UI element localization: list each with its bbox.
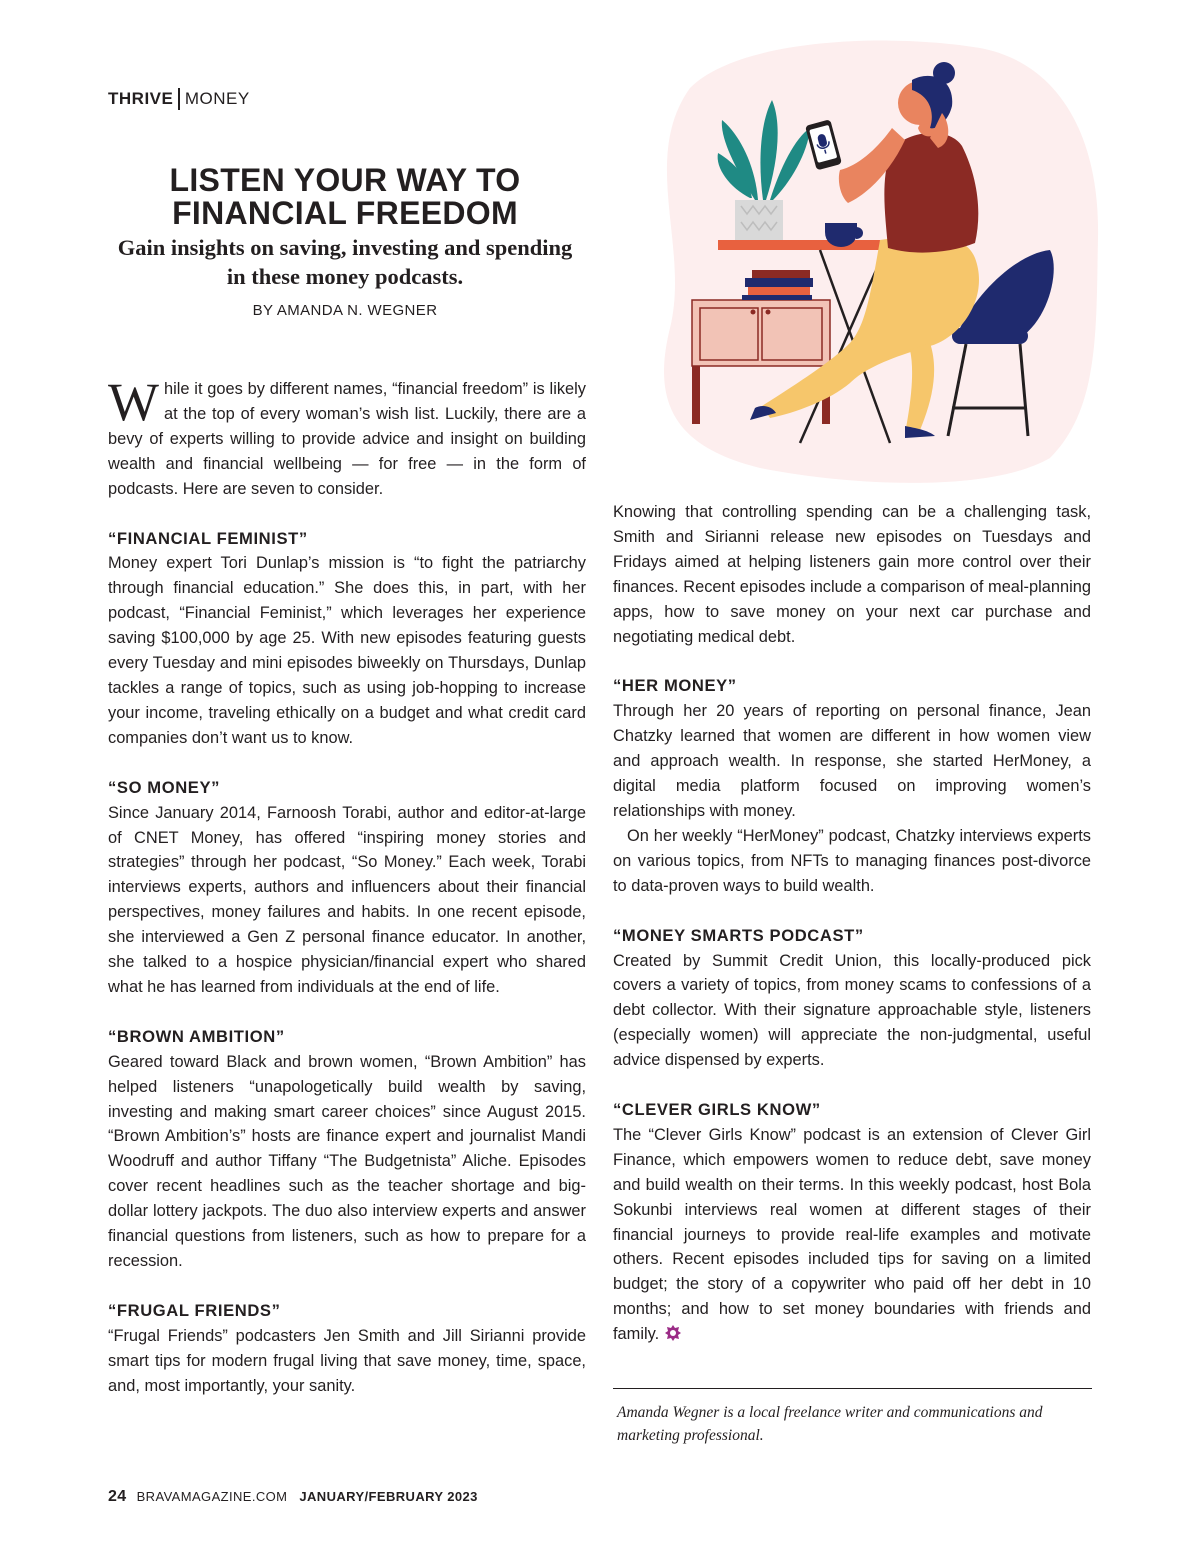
clever-girls-know-text: The “Clever Girls Know” podcast is an extension of Clever Girl Finance, which empowers women to reduce debt, save money and build wealth on their terms. In this weekly podcast, host Bola Sokunbi interviews real women at different stages of their financial journeys to provide real-life examples and motivate others. Recent episodes included tips for saving on a limited budget; the story of a copywriter who paid off her debt in 10 months; and how to set money boundaries with friends and family.	[613, 1125, 1091, 1344]
subsection-name: MONEY	[184, 89, 250, 108]
heading-frugal-friends: “FRUGAL FRIENDS”	[108, 1300, 281, 1320]
headline: LISTEN YOUR WAY TO FINANCIAL FREEDOM	[169, 162, 521, 231]
heading-financial-feminist: “FINANCIAL FEMINIST”	[108, 528, 308, 548]
page-number: 24	[108, 1488, 127, 1505]
intro-text: hile it goes by different names, “financial freedom” is likely at the top of every woman’s wish list. Luckily, there are a bevy of experts willing to provide advice and insight on building wealth and financial wellbeing — for free — in the form of podcasts. Here are seven to consider.	[108, 380, 586, 498]
section-divider	[178, 88, 180, 110]
heading-brown-ambition: “BROWN AMBITION”	[108, 1026, 285, 1046]
left-column	[108, 372, 586, 1399]
byline: BY AMANDA N. WEGNER	[252, 302, 438, 319]
book-stack	[742, 270, 813, 300]
so-money-text: Since January 2014, Farnoosh Torabi, author and editor-at-large of CNET Money, has offered “inspiring money stories and strategies” through her podcast, “So Money.” Each week, Torabi interviews experts, authors and influencers about their financial perspectives, money failures and habits. In one recent episode, she interviewed a Gen Z personal finance educator. In another, she talked to a hospice physician/financial expert who shared what he has learned from individuals at the end of life.	[108, 803, 586, 996]
dek: Gain insights on saving, investing and spending in these money podcasts.	[117, 235, 573, 289]
brown-ambition-text: Geared toward Black and brown women, “Brown Ambition” has helped listeners “unapologetically build wealth by saving, investing and making smart career choices” since August 2015. “Brown Ambition’s” hosts are finance expert and journalist Mandi Woodruff and author Tiffany “The Budgetnista” Aliche. Episodes cover recent headlines such as the teacher shortage and big-dollar lottery jackpots. The duo also interview experts and answer financial questions from listeners, such as how to prepare for a recession.	[108, 1052, 586, 1270]
financial-feminist-text: Money expert Tori Dunlap’s mission is “to fight the patriarchy through financial education.” She does this, in part, with her podcast, “Financial Feminist,” which leverages her experience saving $100,000 by age 25. With new episodes featuring guests every Tuesday and mini episodes biweekly on Thursdays, Dunlap tackles a range of topics, such as using job-hopping to increase your income, traveling ethically on a budget and what credit card companies don’t want us to know.	[108, 554, 586, 747]
heading-money-smarts: “MONEY SMARTS PODCAST”	[613, 925, 864, 945]
frugal-friends-text: “Frugal Friends” podcasters Jen Smith and Jill Sirianni provide smart tips for modern frugal living that save money, time, space, and, most importantly, your sanity.	[108, 1326, 586, 1395]
her-money-text-2: On her weekly “HerMoney” podcast, Chatzky interviews experts on various topics, from NFTs to managing finances post-divorce to data-proven ways to build wealth.	[613, 826, 1091, 895]
her-money-text-1: Through her 20 years of reporting on personal finance, Jean Chatzky learned that women are different in how women view and approach wealth. In response, she started HerMoney, a digital media platform focused on improving women’s relationships with money.	[613, 702, 1091, 820]
right-column	[613, 500, 1091, 1347]
author-bio: Amanda Wegner is a local freelance writer and communications and marketing professional.	[617, 1404, 1043, 1444]
clever-girls-know-paragraph	[613, 1123, 1091, 1347]
intro-paragraph	[108, 372, 586, 502]
frugal-friends-continued: Knowing that controlling spending can be a challenging task, Smith and Sirianni release new episodes on Tuesdays and Fridays aimed at helping listeners gain more control over their finances. Recent episodes include a comparison of meal-planning apps, how to save money on your next car purchase and negotiating medical debt.	[613, 503, 1091, 646]
drop-cap: W	[108, 372, 159, 432]
end-mark-icon	[665, 1325, 681, 1341]
heading-so-money: “SO MONEY”	[108, 777, 221, 797]
heading-clever-girls-know: “CLEVER GIRLS KNOW”	[613, 1100, 821, 1120]
section-label	[108, 88, 250, 110]
bio-divider	[613, 1388, 1092, 1389]
page-footer	[108, 1488, 478, 1506]
footer-site: BRAVAMAGAZINE.COM	[136, 1489, 288, 1504]
footer-issue: JANUARY/FEBRUARY 2023	[299, 1489, 478, 1504]
heading-her-money: “HER MONEY”	[613, 676, 737, 696]
plant-pot	[735, 200, 783, 240]
section-name: THRIVE	[108, 89, 174, 108]
woman-listening-podcast-illustration	[630, 28, 1100, 486]
money-smarts-text: Created by Summit Credit Union, this locally-produced pick covers a variety of topics, from money scams to confessions of a debt collector. With their signature approachable style, listeners (especially women) will appreciate the non-judgmental, useful advice dispensed by experts.	[613, 951, 1091, 1070]
